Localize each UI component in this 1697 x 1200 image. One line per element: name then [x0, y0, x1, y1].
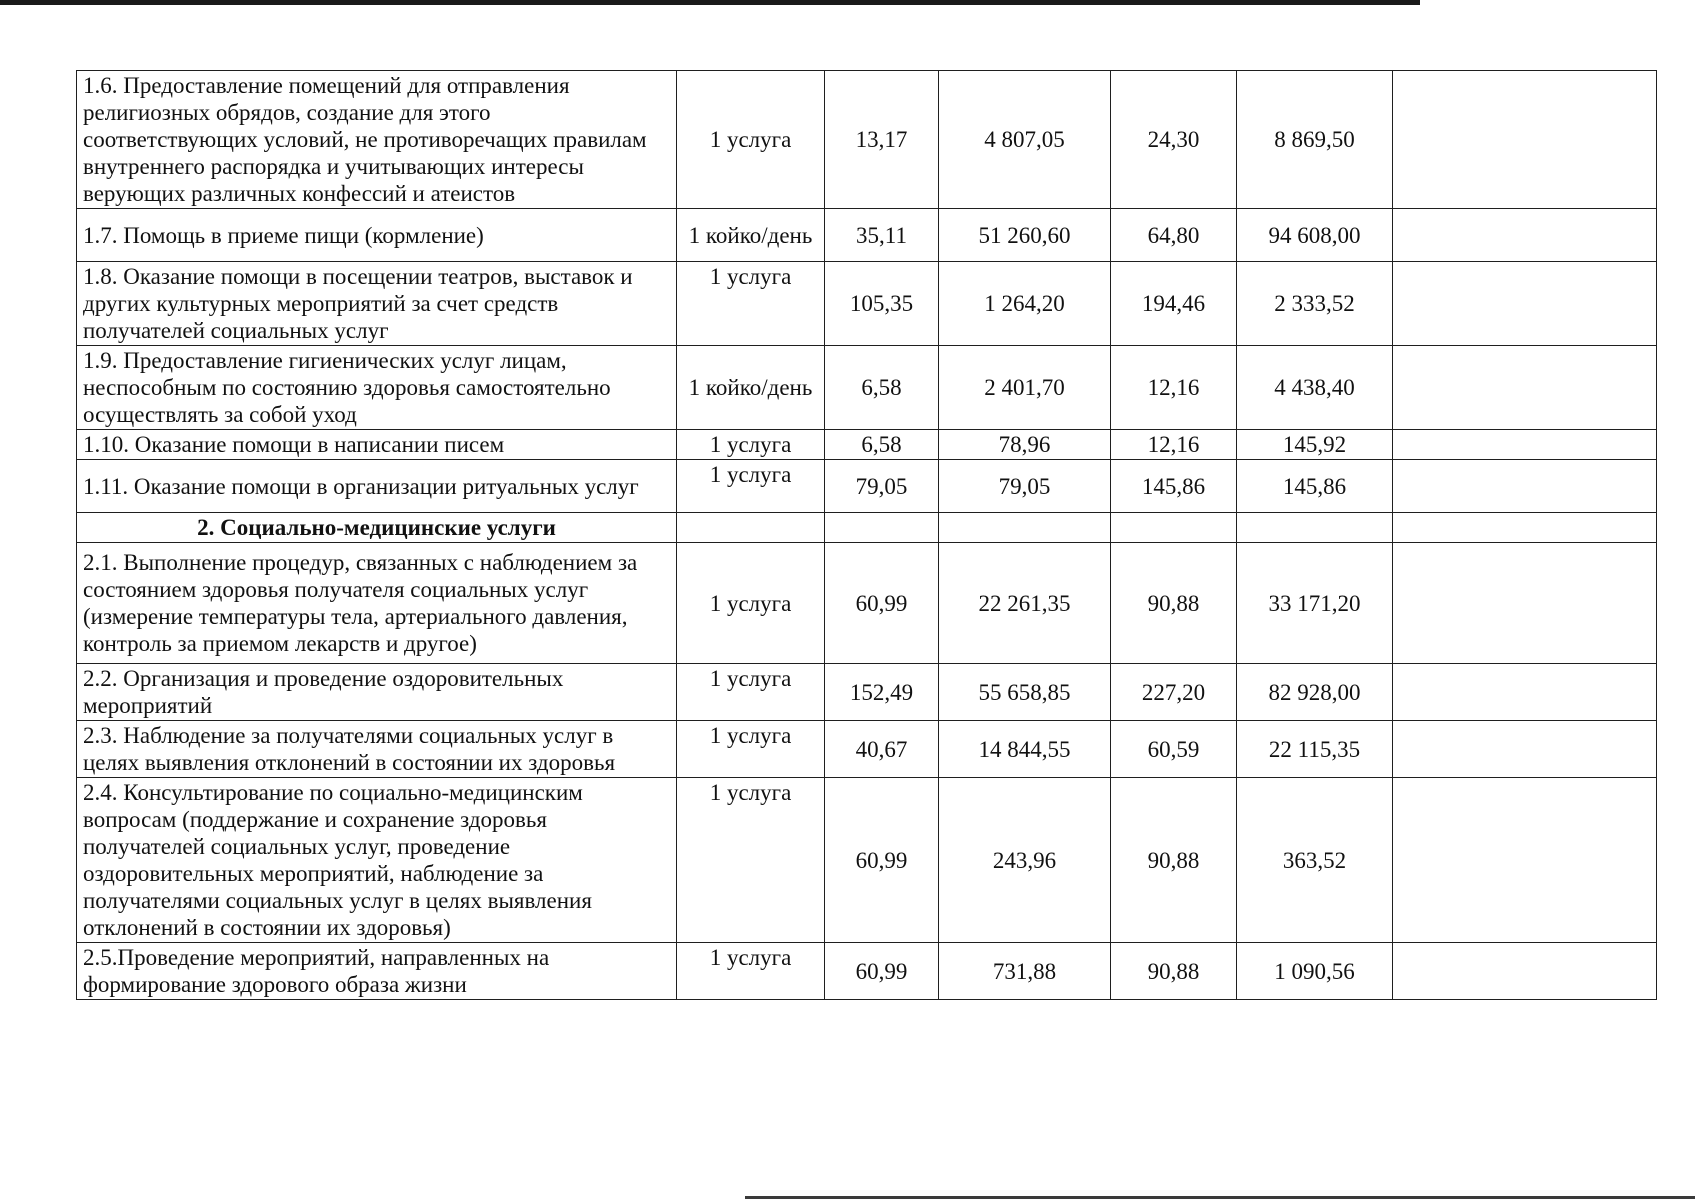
table-row	[77, 543, 1657, 664]
section-header-row	[77, 513, 1657, 543]
rate-value-1: 6,58	[825, 430, 939, 460]
annual-value-1: 51 260,60	[939, 209, 1111, 262]
empty-cell	[1111, 513, 1237, 543]
service-name: 2.3. Наблюдение за получателями социальных услуг в целях выявления отклонений в состоянии их здоровья	[77, 721, 677, 778]
notes-cell	[1393, 721, 1657, 778]
annual-value-2: 2 333,52	[1237, 262, 1393, 346]
annual-value-2: 145,86	[1237, 460, 1393, 513]
notes-cell	[1393, 460, 1657, 513]
annual-value-2: 145,92	[1237, 430, 1393, 460]
rate-value-1: 60,99	[825, 543, 939, 664]
notes-cell	[1393, 943, 1657, 1000]
service-name: 1.7. Помощь в приеме пищи (кормление)	[77, 209, 677, 262]
empty-cell	[1237, 513, 1393, 543]
notes-cell	[1393, 543, 1657, 664]
rate-value-2: 90,88	[1111, 543, 1237, 664]
annual-value-1: 55 658,85	[939, 664, 1111, 721]
annual-value-2: 94 608,00	[1237, 209, 1393, 262]
scan-bottom-edge	[745, 1196, 1695, 1199]
annual-value-1: 731,88	[939, 943, 1111, 1000]
table-row	[77, 346, 1657, 430]
unit-of-service: 1 услуга	[677, 778, 825, 943]
service-name: 1.6. Предоставление помещений для отправления религиозных обрядов, создание для этого соответствующих условий, не противоречащих правилам внутреннего распорядка и учитывающих интересы верующих различных конфессий и атеистов	[77, 71, 677, 209]
notes-cell	[1393, 664, 1657, 721]
table-row	[77, 664, 1657, 721]
notes-cell	[1393, 262, 1657, 346]
service-name: 2.2. Организация и проведение оздоровительных мероприятий	[77, 664, 677, 721]
annual-value-2: 8 869,50	[1237, 71, 1393, 209]
empty-cell	[677, 513, 825, 543]
table-row	[77, 460, 1657, 513]
annual-value-2: 82 928,00	[1237, 664, 1393, 721]
empty-cell	[939, 513, 1111, 543]
rate-value-1: 105,35	[825, 262, 939, 346]
annual-value-1: 2 401,70	[939, 346, 1111, 430]
section-title: 2. Социально-медицинские услуги	[77, 513, 677, 543]
table-row	[77, 262, 1657, 346]
unit-of-service: 1 услуга	[677, 71, 825, 209]
unit-of-service: 1 услуга	[677, 430, 825, 460]
tariff-table	[76, 70, 1657, 1000]
service-name: 1.10. Оказание помощи в написании писем	[77, 430, 677, 460]
table-row	[77, 430, 1657, 460]
notes-cell	[1393, 778, 1657, 943]
rate-value-2: 60,59	[1111, 721, 1237, 778]
rate-value-2: 64,80	[1111, 209, 1237, 262]
service-name: 2.5.Проведение мероприятий, направленных на формирование здорового образа жизни	[77, 943, 677, 1000]
rate-value-2: 24,30	[1111, 71, 1237, 209]
rate-value-2: 12,16	[1111, 346, 1237, 430]
notes-cell	[1393, 346, 1657, 430]
unit-of-service: 1 услуга	[677, 543, 825, 664]
rate-value-2: 227,20	[1111, 664, 1237, 721]
annual-value-2: 4 438,40	[1237, 346, 1393, 430]
annual-value-1: 22 261,35	[939, 543, 1111, 664]
table-row	[77, 943, 1657, 1000]
rate-value-1: 13,17	[825, 71, 939, 209]
rate-value-1: 35,11	[825, 209, 939, 262]
table-row	[77, 71, 1657, 209]
notes-cell	[1393, 209, 1657, 262]
service-name: 1.9. Предоставление гигиенических услуг лицам, неспособным по состоянию здоровья самостоятельно осуществлять за собой уход	[77, 346, 677, 430]
table-row	[77, 778, 1657, 943]
empty-cell	[825, 513, 939, 543]
rate-value-1: 6,58	[825, 346, 939, 430]
unit-of-service: 1 услуга	[677, 262, 825, 346]
table-row	[77, 209, 1657, 262]
service-name: 1.8. Оказание помощи в посещении театров, выставок и других культурных мероприятий за счет средств получателей социальных услуг	[77, 262, 677, 346]
rate-value-1: 79,05	[825, 460, 939, 513]
scan-top-edge	[0, 0, 1420, 5]
unit-of-service: 1 услуга	[677, 664, 825, 721]
unit-of-service: 1 услуга	[677, 943, 825, 1000]
unit-of-service: 1 услуга	[677, 721, 825, 778]
annual-value-1: 243,96	[939, 778, 1111, 943]
notes-cell	[1393, 71, 1657, 209]
rate-value-1: 152,49	[825, 664, 939, 721]
rate-value-2: 145,86	[1111, 460, 1237, 513]
rate-value-2: 194,46	[1111, 262, 1237, 346]
unit-of-service: 1 койко/день	[677, 346, 825, 430]
service-name: 2.4. Консультирование по социально-медицинским вопросам (поддержание и сохранение здоровья получателей социальных услуг, проведение оздоровительных мероприятий, наблюдение за получателями социальных услуг в целях выявления отклонений в состоянии их здоровья)	[77, 778, 677, 943]
rate-value-1: 60,99	[825, 778, 939, 943]
annual-value-1: 14 844,55	[939, 721, 1111, 778]
unit-of-service: 1 услуга	[677, 460, 825, 513]
annual-value-1: 1 264,20	[939, 262, 1111, 346]
service-name: 2.1. Выполнение процедур, связанных с наблюдением за состоянием здоровья получателя социальных услуг (измерение температуры тела, артериального давления, контроль за приемом лекарств и другое)	[77, 543, 677, 664]
annual-value-1: 78,96	[939, 430, 1111, 460]
tariff-table-wrapper	[76, 70, 1657, 1000]
service-name: 1.11. Оказание помощи в организации ритуальных услуг	[77, 460, 677, 513]
rate-value-1: 60,99	[825, 943, 939, 1000]
annual-value-2: 363,52	[1237, 778, 1393, 943]
annual-value-2: 22 115,35	[1237, 721, 1393, 778]
table-row	[77, 721, 1657, 778]
annual-value-1: 4 807,05	[939, 71, 1111, 209]
annual-value-1: 79,05	[939, 460, 1111, 513]
tariff-table-body	[77, 71, 1657, 1000]
annual-value-2: 33 171,20	[1237, 543, 1393, 664]
rate-value-2: 12,16	[1111, 430, 1237, 460]
annual-value-2: 1 090,56	[1237, 943, 1393, 1000]
rate-value-2: 90,88	[1111, 943, 1237, 1000]
unit-of-service: 1 койко/день	[677, 209, 825, 262]
empty-cell	[1393, 513, 1657, 543]
rate-value-1: 40,67	[825, 721, 939, 778]
notes-cell	[1393, 430, 1657, 460]
rate-value-2: 90,88	[1111, 778, 1237, 943]
